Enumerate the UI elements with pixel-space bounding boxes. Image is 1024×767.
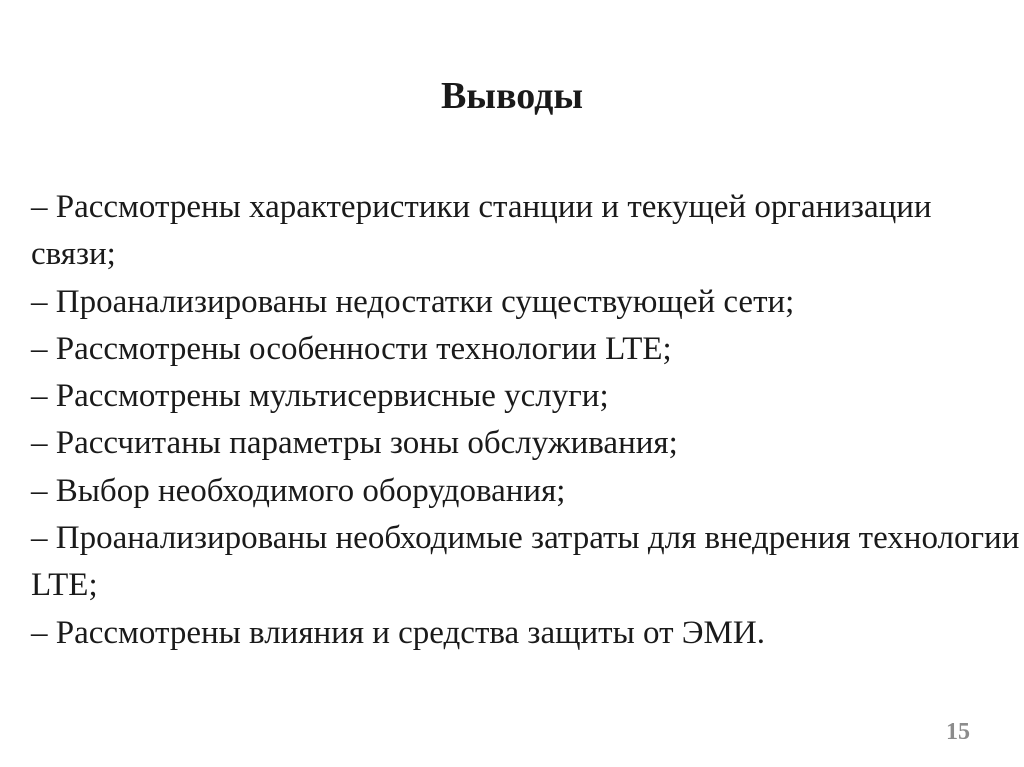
slide-title: Выводы <box>440 75 584 117</box>
list-item: – Проанализированы недостатки существующей сети; <box>31 283 795 320</box>
list-item: – Рассмотрены мультисервисные услуги; <box>31 378 609 415</box>
list-item: – Проанализированы необходимые затраты для внедрения технологии LTE; <box>31 520 1020 604</box>
list-item: – Выбор необходимого оборудования; <box>31 472 566 509</box>
list-item: – Рассмотрены особенности технологии LTE; <box>31 330 672 367</box>
list-item: – Рассмотрены влияния и средства защиты от ЭМИ. <box>31 614 765 651</box>
conclusions-list <box>31 184 1021 657</box>
list-item: – Рассмотрены характеристики станции и текущей организации связи; <box>31 189 932 273</box>
list-item: – Рассчитаны параметры зоны обслуживания; <box>31 425 678 462</box>
page-number: 15 <box>946 719 970 745</box>
